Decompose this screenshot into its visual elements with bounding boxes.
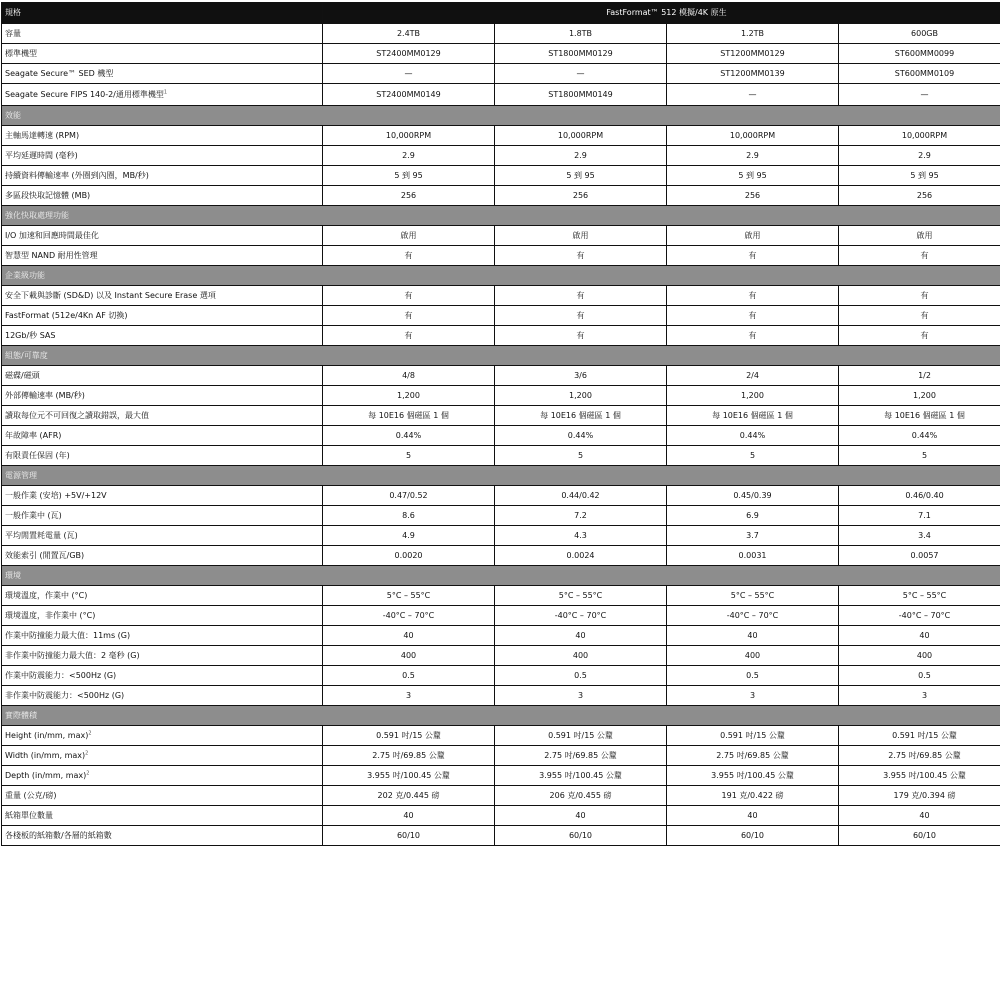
spec-value: 6.9 xyxy=(667,506,839,526)
spec-value: 0.0057 xyxy=(839,546,1000,566)
format-title: FastFormat™ 512 模擬/4K 原生 xyxy=(323,3,1000,24)
spec-label-cell xyxy=(2,306,323,326)
spec-value: 1,200 xyxy=(667,386,839,406)
spec-value: 0.591 吋/15 公釐 xyxy=(495,726,667,746)
spec-label: 各棧板的紙箱數/各層的紙箱數 xyxy=(5,830,112,840)
spec-value: 400 xyxy=(667,646,839,666)
spec-value: 40 xyxy=(495,626,667,646)
spec-label: 平均延遲時間 (毫秒) xyxy=(5,150,78,160)
spec-value: 每 10E16 個磁區 1 個 xyxy=(495,406,667,426)
spec-label-cell xyxy=(2,746,323,766)
spec-value: 5°C – 55°C xyxy=(495,586,667,606)
spec-label: 多區段快取記憶體 (MB) xyxy=(5,190,91,200)
footnote-marker: 1 xyxy=(163,88,168,95)
spec-value: 2/4 xyxy=(667,366,839,386)
spec-value: ST600MM0099 xyxy=(839,44,1000,64)
spec-row xyxy=(2,526,1000,546)
spec-label-cell xyxy=(2,426,323,446)
spec-value: 4.3 xyxy=(495,526,667,546)
spec-value: 有 xyxy=(323,286,495,306)
spec-label-cell xyxy=(2,626,323,646)
spec-row xyxy=(2,646,1000,666)
spec-value: 有 xyxy=(667,286,839,306)
spec-label-cell xyxy=(2,366,323,386)
spec-row xyxy=(2,486,1000,506)
spec-row xyxy=(2,766,1000,786)
spec-value: 2.75 吋/69.85 公釐 xyxy=(495,746,667,766)
spec-value: -40°C – 70°C xyxy=(323,606,495,626)
spec-table xyxy=(1,2,1000,846)
spec-row xyxy=(2,446,1000,466)
spec-value: 2.9 xyxy=(495,146,667,166)
spec-row xyxy=(2,186,1000,206)
spec-value: 1.8TB xyxy=(495,24,667,44)
spec-row xyxy=(2,826,1000,846)
spec-row xyxy=(2,126,1000,146)
spec-label-cell xyxy=(2,226,323,246)
spec-value: 0.5 xyxy=(495,666,667,686)
spec-label: 讀取每位元不可回復之讀取錯誤，最大值 xyxy=(5,410,149,420)
spec-body xyxy=(2,24,1000,846)
spec-value: 每 10E16 個磁區 1 個 xyxy=(839,406,1000,426)
spec-label-cell xyxy=(2,246,323,266)
spec-row xyxy=(2,786,1000,806)
spec-row xyxy=(2,666,1000,686)
spec-value: 有 xyxy=(495,326,667,346)
spec-value: 1/2 xyxy=(839,366,1000,386)
spec-value: 256 xyxy=(839,186,1000,206)
spec-row xyxy=(2,366,1000,386)
spec-value: 7.1 xyxy=(839,506,1000,526)
spec-value: -40°C – 70°C xyxy=(839,606,1000,626)
spec-label: 非作業中防震能力：<500Hz (G) xyxy=(5,690,125,700)
spec-value: 2.75 吋/69.85 公釐 xyxy=(667,746,839,766)
spec-label-cell xyxy=(2,486,323,506)
spec-value: 0.44% xyxy=(323,426,495,446)
spec-label-cell xyxy=(2,286,323,306)
spec-value: 啟用 xyxy=(667,226,839,246)
table-header-row xyxy=(2,3,1000,24)
spec-label: 持續資料傳輸速率 (外圈到內圈，MB/秒) xyxy=(5,170,149,180)
spec-label-cell xyxy=(2,666,323,686)
spec-label: 環境溫度，非作業中 (°C) xyxy=(5,610,96,620)
spec-label-cell xyxy=(2,146,323,166)
spec-row xyxy=(2,686,1000,706)
spec-value: 有 xyxy=(667,326,839,346)
spec-value: 5°C – 55°C xyxy=(839,586,1000,606)
spec-value: 3.955 吋/100.45 公釐 xyxy=(323,766,495,786)
spec-row xyxy=(2,606,1000,626)
spec-label-cell xyxy=(2,126,323,146)
spec-value: 有 xyxy=(495,306,667,326)
spec-value: 每 10E16 個磁區 1 個 xyxy=(667,406,839,426)
spec-value: 5 到 95 xyxy=(323,166,495,186)
spec-value: 256 xyxy=(323,186,495,206)
spec-value: 3 xyxy=(495,686,667,706)
section-title: 組態/可靠度 xyxy=(2,346,1000,366)
spec-value: 有 xyxy=(839,306,1000,326)
spec-value: 1,200 xyxy=(323,386,495,406)
spec-label-cell xyxy=(2,526,323,546)
spec-label: 非作業中防撞能力最大值：2 毫秒 (G) xyxy=(5,650,140,660)
footnote-marker: 2 xyxy=(88,729,92,736)
spec-label: 平均閒置耗電量 (瓦) xyxy=(5,530,78,540)
spec-value: 60/10 xyxy=(495,826,667,846)
spec-value: 40 xyxy=(839,626,1000,646)
spec-value: 3 xyxy=(667,686,839,706)
spec-label: 磁碟/磁頭 xyxy=(5,370,40,380)
spec-label-cell xyxy=(2,166,323,186)
spec-value: 206 克/0.455 磅 xyxy=(495,786,667,806)
footnote-marker: 2 xyxy=(86,769,90,776)
spec-row xyxy=(2,146,1000,166)
spec-value: 2.4TB xyxy=(323,24,495,44)
spec-label-cell xyxy=(2,646,323,666)
spec-value: ST1800MM0149 xyxy=(495,84,667,106)
spec-label: 作業中防撞能力最大值：11ms (G) xyxy=(5,630,131,640)
spec-value: 400 xyxy=(839,646,1000,666)
spec-label: Depth (in/mm, max) xyxy=(5,770,87,780)
spec-label-cell xyxy=(2,24,323,44)
spec-value: 60/10 xyxy=(323,826,495,846)
section-header xyxy=(2,106,1000,126)
spec-label-cell xyxy=(2,446,323,466)
spec-label: 效能索引 (閒置瓦/GB) xyxy=(5,550,85,560)
section-header xyxy=(2,266,1000,286)
spec-value: 4.9 xyxy=(323,526,495,546)
section-header xyxy=(2,466,1000,486)
spec-value: ST1800MM0129 xyxy=(495,44,667,64)
spec-value: — xyxy=(839,84,1000,106)
spec-value: 256 xyxy=(495,186,667,206)
spec-label: 主軸馬達轉速 (RPM) xyxy=(5,130,80,140)
spec-value: 0.591 吋/15 公釐 xyxy=(667,726,839,746)
spec-label: 作業中防震能力：<500Hz (G) xyxy=(5,670,117,680)
spec-label: Seagate Secure™ SED 機型 xyxy=(5,68,114,78)
section-title: 環境 xyxy=(2,566,1000,586)
spec-value: 0.44/0.42 xyxy=(495,486,667,506)
spec-value: 啟用 xyxy=(323,226,495,246)
spec-label: 有限責任保固 (年) xyxy=(5,450,70,460)
spec-value: 3.955 吋/100.45 公釐 xyxy=(667,766,839,786)
spec-value: 0.46/0.40 xyxy=(839,486,1000,506)
spec-value: 有 xyxy=(667,306,839,326)
spec-row xyxy=(2,726,1000,746)
spec-label-cell xyxy=(2,586,323,606)
spec-value: 5°C – 55°C xyxy=(323,586,495,606)
spec-row xyxy=(2,24,1000,44)
spec-row xyxy=(2,746,1000,766)
section-header xyxy=(2,566,1000,586)
spec-value: 2.9 xyxy=(323,146,495,166)
section-title: 效能 xyxy=(2,106,1000,126)
spec-value: 每 10E16 個磁區 1 個 xyxy=(323,406,495,426)
spec-label: 年故障率 (AFR) xyxy=(5,430,62,440)
spec-value: ST600MM0109 xyxy=(839,64,1000,84)
spec-label-cell xyxy=(2,64,323,84)
spec-value: 3/6 xyxy=(495,366,667,386)
spec-value: 40 xyxy=(839,806,1000,826)
spec-label-cell xyxy=(2,186,323,206)
spec-value: 0.0031 xyxy=(667,546,839,566)
section-header xyxy=(2,346,1000,366)
spec-value: 60/10 xyxy=(667,826,839,846)
spec-label-cell xyxy=(2,766,323,786)
spec-row xyxy=(2,84,1000,106)
spec-row xyxy=(2,166,1000,186)
spec-row xyxy=(2,64,1000,84)
spec-label: FastFormat (512e/4Kn AF 切換) xyxy=(5,310,128,320)
section-title: 企業級功能 xyxy=(2,266,1000,286)
spec-row xyxy=(2,286,1000,306)
spec-row xyxy=(2,426,1000,446)
spec-value: ST2400MM0129 xyxy=(323,44,495,64)
spec-value: 5 到 95 xyxy=(495,166,667,186)
section-title: 強化快取處理功能 xyxy=(2,206,1000,226)
spec-value: 5 xyxy=(323,446,495,466)
spec-value: 0.45/0.39 xyxy=(667,486,839,506)
spec-value: 400 xyxy=(495,646,667,666)
spec-value: 202 克/0.445 磅 xyxy=(323,786,495,806)
spec-label-cell xyxy=(2,786,323,806)
spec-label: 紙箱單位數量 xyxy=(5,810,53,820)
spec-row xyxy=(2,326,1000,346)
spec-row xyxy=(2,306,1000,326)
spec-value: 600GB xyxy=(839,24,1000,44)
spec-label: 安全下載與診斷 (SD&D) 以及 Instant Secure Erase 選項 xyxy=(5,290,216,300)
spec-label-cell xyxy=(2,686,323,706)
spec-value: 1,200 xyxy=(495,386,667,406)
spec-value: 191 克/0.422 磅 xyxy=(667,786,839,806)
spec-value: 400 xyxy=(323,646,495,666)
spec-value: 啟用 xyxy=(495,226,667,246)
spec-value: 5 xyxy=(839,446,1000,466)
spec-label: I/O 加速和回應時間最佳化 xyxy=(5,230,99,240)
spec-value: 40 xyxy=(495,806,667,826)
spec-value: 0.44% xyxy=(667,426,839,446)
spec-value: 有 xyxy=(667,246,839,266)
spec-value: 2.75 吋/69.85 公釐 xyxy=(323,746,495,766)
spec-value: 4/8 xyxy=(323,366,495,386)
spec-label-cell xyxy=(2,506,323,526)
spec-label-cell xyxy=(2,386,323,406)
spec-value: ST1200MM0139 xyxy=(667,64,839,84)
spec-label: 環境溫度，作業中 (°C) xyxy=(5,590,88,600)
spec-value: 5 到 95 xyxy=(667,166,839,186)
spec-label-cell xyxy=(2,826,323,846)
spec-value: ST1200MM0129 xyxy=(667,44,839,64)
spec-value: 有 xyxy=(495,246,667,266)
spec-header-label: 規格 xyxy=(2,3,323,24)
spec-value: 10,000RPM xyxy=(839,126,1000,146)
spec-label: 一般作業 (安培) +5V/+12V xyxy=(5,490,107,500)
section-title: 實際體積 xyxy=(2,706,1000,726)
spec-value: ST2400MM0149 xyxy=(323,84,495,106)
footnote-marker: 2 xyxy=(85,749,89,756)
spec-value: 179 克/0.394 磅 xyxy=(839,786,1000,806)
spec-value: 0.5 xyxy=(839,666,1000,686)
spec-value: 5°C – 55°C xyxy=(667,586,839,606)
spec-value: 3.955 吋/100.45 公釐 xyxy=(839,766,1000,786)
spec-value: 0.47/0.52 xyxy=(323,486,495,506)
spec-value: 3.4 xyxy=(839,526,1000,546)
spec-label: 容量 xyxy=(5,28,21,38)
spec-row xyxy=(2,626,1000,646)
spec-value: 有 xyxy=(839,286,1000,306)
spec-label: Width (in/mm, max) xyxy=(5,750,86,760)
spec-label-cell xyxy=(2,44,323,64)
spec-value: 3.955 吋/100.45 公釐 xyxy=(495,766,667,786)
spec-value: 有 xyxy=(495,286,667,306)
spec-value: 3 xyxy=(839,686,1000,706)
spec-label-cell xyxy=(2,406,323,426)
spec-value: 0.5 xyxy=(667,666,839,686)
spec-value: 0.0020 xyxy=(323,546,495,566)
spec-value: 0.44% xyxy=(839,426,1000,446)
spec-value: 有 xyxy=(323,246,495,266)
spec-row xyxy=(2,44,1000,64)
spec-value: 1.2TB xyxy=(667,24,839,44)
spec-label-cell xyxy=(2,326,323,346)
spec-value: 0.44% xyxy=(495,426,667,446)
spec-value: — xyxy=(495,64,667,84)
spec-value: 7.2 xyxy=(495,506,667,526)
spec-value: 10,000RPM xyxy=(323,126,495,146)
spec-value: 8.6 xyxy=(323,506,495,526)
spec-value: 40 xyxy=(323,806,495,826)
spec-value: 啟用 xyxy=(839,226,1000,246)
spec-value: 0.591 吋/15 公釐 xyxy=(839,726,1000,746)
spec-value: 3.7 xyxy=(667,526,839,546)
section-header xyxy=(2,206,1000,226)
spec-value: 1,200 xyxy=(839,386,1000,406)
spec-label: 智慧型 NAND 耐用性管理 xyxy=(5,250,98,260)
spec-label: 外部傳輸速率 (MB/秒) xyxy=(5,390,85,400)
spec-label: 一般作業中 (瓦) xyxy=(5,510,62,520)
spec-value: 5 xyxy=(667,446,839,466)
spec-value: 10,000RPM xyxy=(495,126,667,146)
spec-row xyxy=(2,246,1000,266)
section-title: 電源管理 xyxy=(2,466,1000,486)
spec-row xyxy=(2,506,1000,526)
spec-value: 40 xyxy=(667,626,839,646)
spec-value: 0.591 吋/15 公釐 xyxy=(323,726,495,746)
spec-row xyxy=(2,586,1000,606)
spec-label-cell xyxy=(2,84,323,106)
spec-value: -40°C – 70°C xyxy=(667,606,839,626)
spec-value: 5 xyxy=(495,446,667,466)
spec-value: 2.9 xyxy=(667,146,839,166)
spec-label: 標準機型 xyxy=(5,48,37,58)
spec-value: 有 xyxy=(323,306,495,326)
spec-value: 5 到 95 xyxy=(839,166,1000,186)
spec-value: — xyxy=(667,84,839,106)
spec-label: 12Gb/秒 SAS xyxy=(5,330,56,340)
spec-label-cell xyxy=(2,606,323,626)
spec-label: Seagate Secure FIPS 140-2/通用標準機型 xyxy=(5,89,164,99)
spec-value: -40°C – 70°C xyxy=(495,606,667,626)
spec-label-cell xyxy=(2,546,323,566)
spec-value: 256 xyxy=(667,186,839,206)
spec-label-cell xyxy=(2,806,323,826)
spec-value: 2.9 xyxy=(839,146,1000,166)
spec-value: 10,000RPM xyxy=(667,126,839,146)
spec-value: 40 xyxy=(667,806,839,826)
spec-value: — xyxy=(323,64,495,84)
section-header xyxy=(2,706,1000,726)
spec-value: 60/10 xyxy=(839,826,1000,846)
spec-row xyxy=(2,806,1000,826)
spec-row xyxy=(2,406,1000,426)
spec-label: Height (in/mm, max) xyxy=(5,730,89,740)
spec-row xyxy=(2,226,1000,246)
spec-value: 3 xyxy=(323,686,495,706)
spec-value: 有 xyxy=(839,246,1000,266)
spec-value: 0.5 xyxy=(323,666,495,686)
spec-value: 40 xyxy=(323,626,495,646)
spec-label-cell xyxy=(2,726,323,746)
spec-value: 有 xyxy=(323,326,495,346)
spec-value: 2.75 吋/69.85 公釐 xyxy=(839,746,1000,766)
spec-row xyxy=(2,546,1000,566)
spec-value: 0.0024 xyxy=(495,546,667,566)
spec-label: 重量 (公克/磅) xyxy=(5,790,57,800)
spec-row xyxy=(2,386,1000,406)
spec-value: 有 xyxy=(839,326,1000,346)
